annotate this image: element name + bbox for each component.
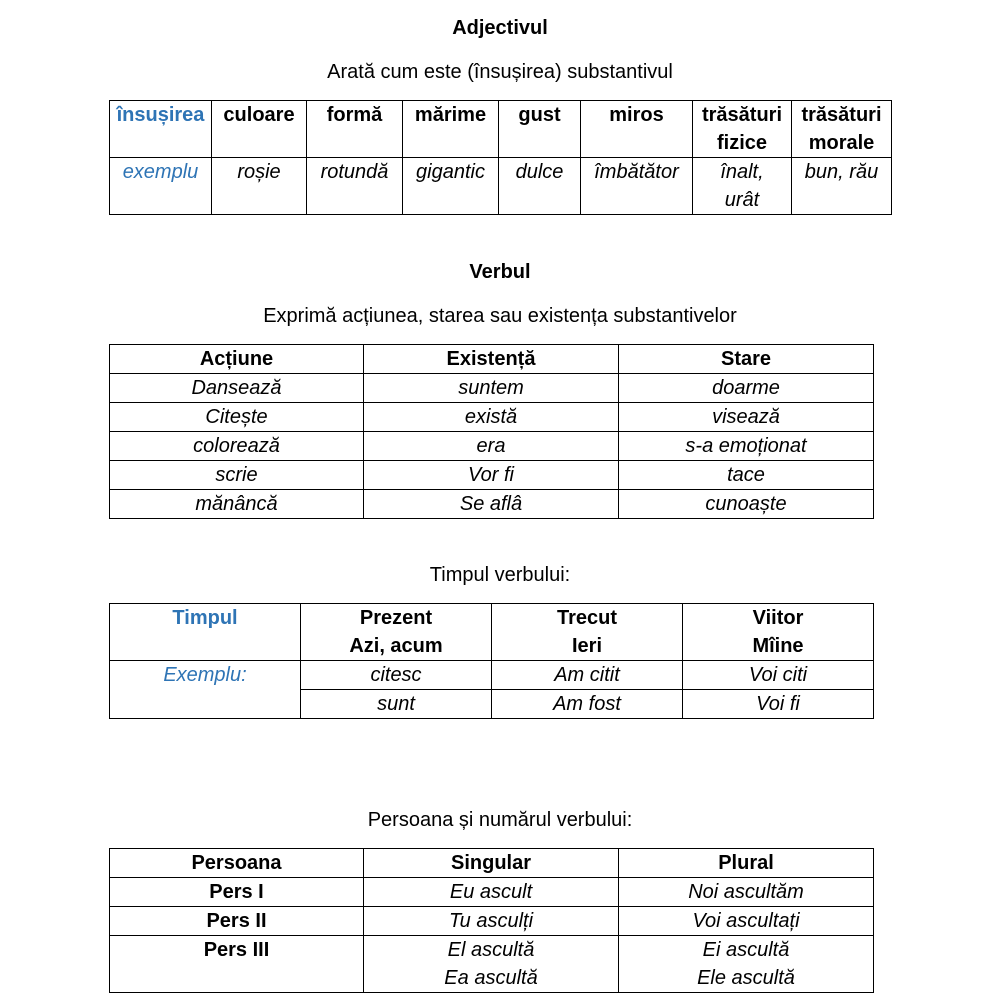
table-cell: sunt [301,690,492,719]
header-cell-shape: formă [307,101,403,158]
header-cell-size: mărime [403,101,499,158]
table-cell: îmbătător [581,158,693,215]
row-label-example: Exemplu: [110,661,301,719]
header-line: Trecut [556,607,618,629]
cell-line: Ea ascultă [444,967,538,989]
table-row [110,490,874,519]
header-cell-taste: gust [499,101,581,158]
table-cell: Vor fi [364,461,619,490]
table-cell [619,936,874,993]
table-cell: rotundă [307,158,403,215]
header-cell-smell: miros [581,101,693,158]
tense-table [109,603,874,719]
cell-line: Ele ascultă [697,967,795,989]
table-cell: Noi ascultăm [619,878,874,907]
row-label-person: Pers II [110,907,364,936]
table-cell: Tu asculți [364,907,619,936]
table-cell: Se aflâ [364,490,619,519]
header-line: Ieri [571,635,603,657]
table-cell: s-a emoționat [619,432,874,461]
table-cell: Dansează [110,374,364,403]
cell-line: El ascultă [447,939,535,961]
header-line: morale [808,132,875,154]
table-cell: există [364,403,619,432]
table-cell: scrie [110,461,364,490]
table-cell: bun, rău [792,158,892,215]
table-row [110,661,874,690]
table-cell: doarme [619,374,874,403]
table-row [110,461,874,490]
table-row [110,158,892,215]
table-cell: suntem [364,374,619,403]
table-row [110,907,874,936]
verb-table [109,344,874,519]
table-cell: Voi fi [683,690,874,719]
table-cell: colorează [110,432,364,461]
table-row [110,936,874,993]
adjective-title: Adjectivul [452,17,548,39]
table-row [110,374,874,403]
table-cell: Citește [110,403,364,432]
table-cell [364,936,619,993]
header-cell-plural: Plural [619,849,874,878]
row-label-example: exemplu [110,158,212,215]
adjective-table [109,100,892,215]
table-cell: era [364,432,619,461]
table-cell: citesc [301,661,492,690]
header-line: Mîine [752,635,804,657]
header-line: trăsături [801,104,882,126]
header-cell-property: însușirea [110,101,212,158]
header-cell-color: culoare [212,101,307,158]
header-cell-tense: Timpul [110,604,301,661]
header-cell-moral-traits [792,101,892,158]
header-cell-action: Acțiune [110,345,364,374]
header-cell-past [492,604,683,661]
table-cell: tace [619,461,874,490]
header-cell-future [683,604,874,661]
adjective-subtitle: Arată cum este (însușirea) substantivul [327,61,673,83]
header-cell-person: Persoana [110,849,364,878]
header-line: fizice [716,132,768,154]
table-cell: roșie [212,158,307,215]
table-cell: Am citit [492,661,683,690]
table-row [110,403,874,432]
table-cell: dulce [499,158,581,215]
header-cell-state: Stare [619,345,874,374]
verb-subtitle: Exprimă acțiunea, starea sau existența substantivelor [263,305,737,327]
table-cell: cunoaște [619,490,874,519]
header-line: trăsături [701,104,783,126]
verb-title: Verbul [469,261,531,283]
tense-title: Timpul verbului: [429,564,571,586]
header-cell-existence: Existență [364,345,619,374]
header-cell-physical-traits [693,101,792,158]
header-line: Viitor [752,607,804,629]
table-cell: Voi citi [683,661,874,690]
table-cell: Eu ascult [364,878,619,907]
table-header-row [110,101,892,158]
header-line: Prezent [359,607,433,629]
table-cell [693,158,792,215]
table-cell: Am fost [492,690,683,719]
header-cell-singular: Singular [364,849,619,878]
table-row [110,432,874,461]
header-line: Azi, acum [349,635,443,657]
person-title: Persoana și numărul verbului: [367,809,633,831]
row-label-person: Pers I [110,878,364,907]
table-cell: Voi ascultați [619,907,874,936]
table-header-row [110,849,874,878]
row-label-person: Pers III [110,936,364,993]
person-table [109,848,874,993]
cell-line: Ei ascultă [702,939,790,961]
table-cell: gigantic [403,158,499,215]
table-header-row [110,604,874,661]
header-cell-present [301,604,492,661]
table-cell: mănâncă [110,490,364,519]
cell-line: urât [724,189,760,211]
table-row [110,878,874,907]
table-header-row [110,345,874,374]
cell-line: înalt, [720,161,764,183]
table-cell: visează [619,403,874,432]
